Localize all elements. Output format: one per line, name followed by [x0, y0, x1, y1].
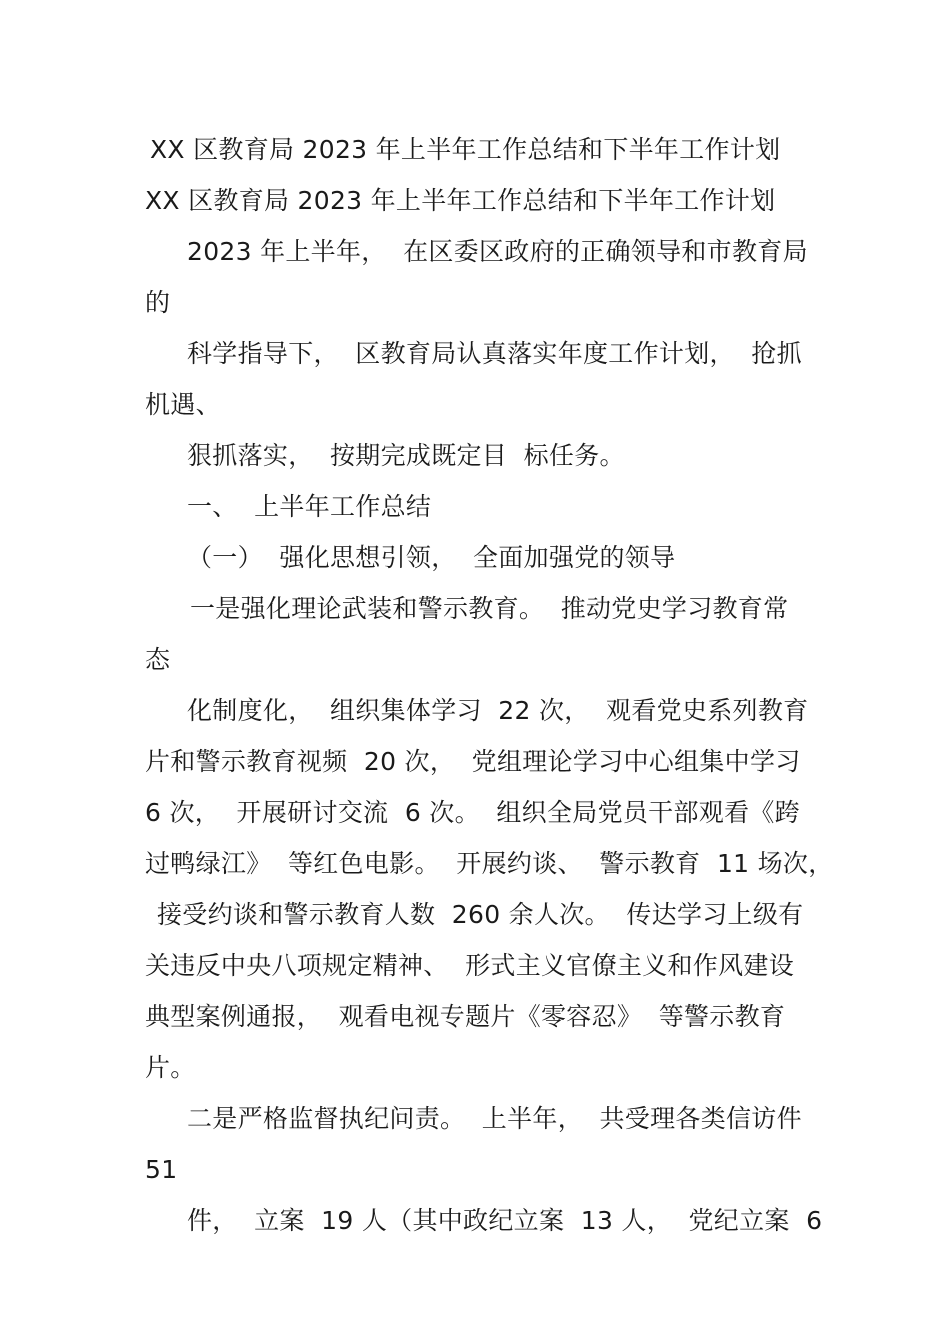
body-line: 片。: [145, 1053, 196, 1082]
document-title-repeat: XX 区教育局 2023 年上半年工作总结和下半年工作计划: [145, 186, 776, 215]
body-line: 过鸭绿江》 等红色电影。 开展约谈、 警示教育 11 场次，: [145, 849, 834, 878]
body-line: 一是强化理论武装和警示教育。 推动党史学习教育常: [190, 594, 789, 623]
body-line: 机遇、: [145, 390, 221, 419]
section-heading: 一、 上半年工作总结: [187, 492, 432, 521]
body-line: 二是严格监督执纪问责。 上半年， 共受理各类信访件: [187, 1104, 802, 1133]
body-line: 51: [145, 1155, 178, 1184]
body-line: 2023 年上半年， 在区委区政府的正确领导和市教育局: [187, 237, 808, 266]
body-line: 态: [145, 645, 171, 674]
body-line: 件， 立案 19 人（其中政纪立案 13 人， 党纪立案 6: [187, 1206, 823, 1235]
body-line: 接受约谈和警示教育人数 260 余人次。 传达学习上级有: [157, 900, 804, 929]
body-line: 化制度化， 组织集体学习 22 次， 观看党史系列教育: [187, 696, 809, 725]
body-line: 狠抓落实， 按期完成既定目 标任务。: [187, 441, 625, 470]
body-line: 典型案例通报， 观看电视专题片《零容忍》 等警示教育: [145, 1002, 786, 1031]
body-line: 关违反中央八项规定精神、 形式主义官僚主义和作风建设: [145, 951, 794, 980]
document-title: XX 区教育局 2023 年上半年工作总结和下半年工作计划: [150, 135, 781, 164]
body-line: 片和警示教育视频 20 次， 党组理论学习中心组集中学习: [145, 747, 801, 776]
body-line: 的: [145, 288, 171, 317]
body-line: 6 次， 开展研讨交流 6 次。 组织全局党员干部观看《跨: [145, 798, 800, 827]
subsection-heading: （一） 强化思想引领， 全面加强党的领导: [187, 543, 676, 572]
body-line: 科学指导下， 区教育局认真落实年度工作计划， 抢抓: [187, 339, 802, 368]
